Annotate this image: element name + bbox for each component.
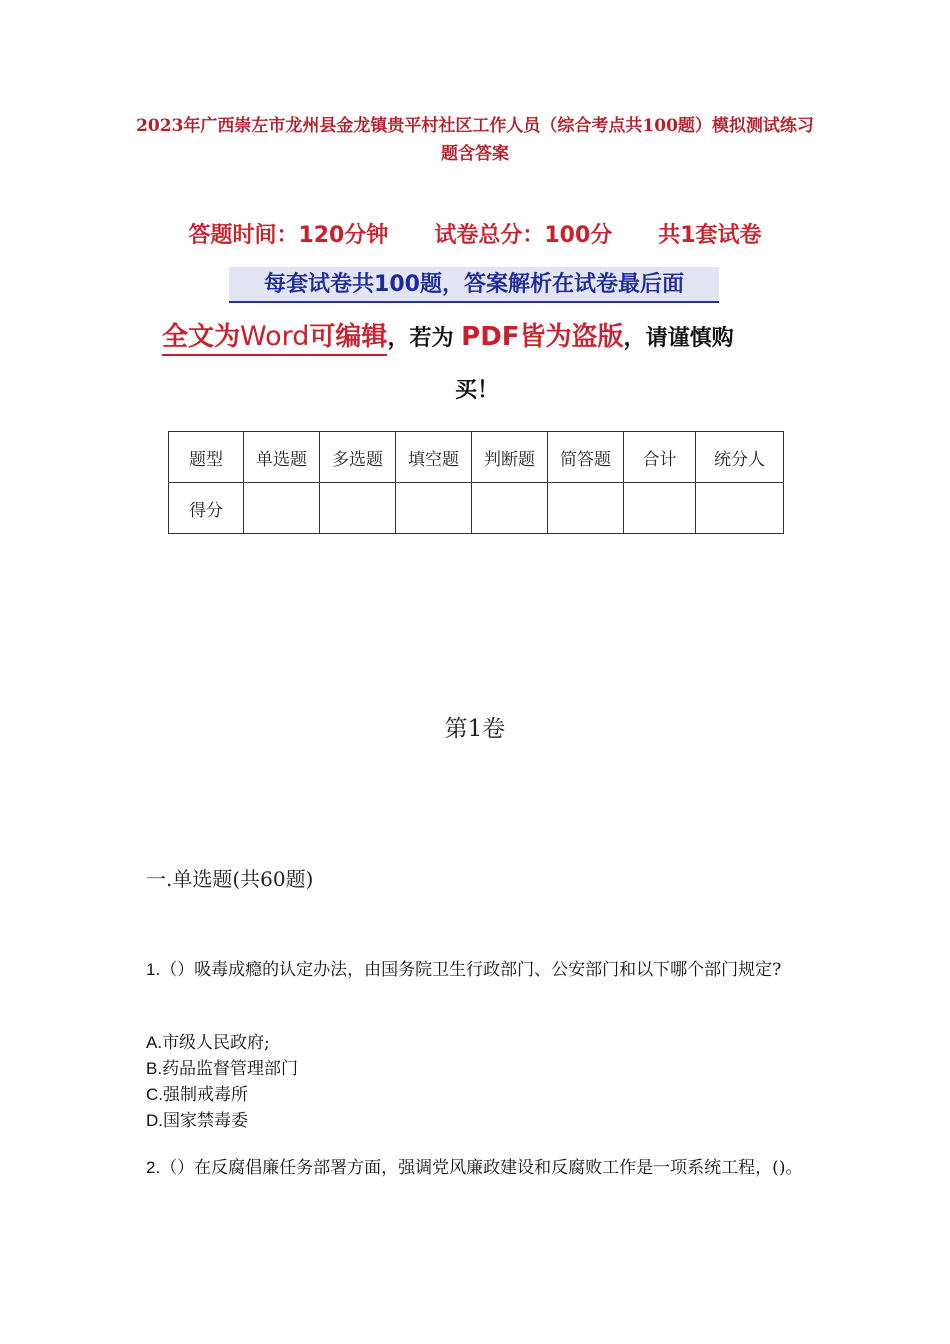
exam-set-count: 共1套试卷 bbox=[658, 223, 762, 248]
score-header-cell: 单选题 bbox=[244, 432, 320, 483]
question-number: 1. bbox=[146, 960, 161, 979]
score-cell[interactable] bbox=[472, 483, 548, 534]
score-table bbox=[168, 431, 784, 534]
option-c bbox=[146, 1082, 298, 1108]
option-letter: C. bbox=[146, 1085, 163, 1104]
option-text: 药品监督管理部门 bbox=[162, 1059, 299, 1079]
score-cell[interactable] bbox=[696, 483, 784, 534]
question-1-options bbox=[146, 1030, 298, 1134]
warning-text-2: 可编辑 bbox=[309, 322, 388, 352]
editable-note bbox=[162, 321, 388, 356]
warning-text-6: 买！ bbox=[454, 378, 499, 403]
warning-comma-2: ， bbox=[623, 326, 646, 351]
exam-info-line bbox=[0, 218, 950, 249]
warning-text-5: 请谨慎购 bbox=[645, 326, 734, 351]
question-text: （）在反腐倡廉任务部署方面，强调党风廉政建设和反腐败工作是一项系统工程，()。 bbox=[160, 1158, 803, 1178]
option-a bbox=[146, 1030, 298, 1056]
warning-comma-1: ， bbox=[387, 326, 410, 351]
option-text: 市级人民政府; bbox=[162, 1033, 270, 1053]
score-header-cell: 填空题 bbox=[396, 432, 472, 483]
option-text: 国家禁毒委 bbox=[163, 1111, 248, 1131]
score-cell[interactable] bbox=[320, 483, 396, 534]
score-header-cell: 判断题 bbox=[472, 432, 548, 483]
warning-text-3: 若为 bbox=[409, 326, 454, 351]
exam-total-score: 试卷总分：100分 bbox=[434, 223, 613, 248]
question-text: （）吸毒成瘾的认定办法，由国务院卫生行政部门、公安部门和以下哪个部门规定? bbox=[160, 960, 782, 980]
question-2 bbox=[146, 1155, 816, 1181]
page-title: 2023年广西崇左市龙州县金龙镇贵平村社区工作人员（综合考点共100题）模拟测试练习题含答案 bbox=[136, 116, 814, 164]
volume-heading: 第1卷 bbox=[444, 716, 506, 742]
copyright-warning bbox=[162, 312, 792, 416]
section-heading-single-choice: 一.单选题(共60题) bbox=[146, 867, 314, 891]
score-row-label: 得分 bbox=[169, 483, 244, 534]
warning-text-1: 全文为 bbox=[162, 322, 241, 352]
option-letter: D. bbox=[146, 1111, 163, 1130]
option-letter: A. bbox=[146, 1033, 163, 1052]
exam-time: 答题时间：120分钟 bbox=[188, 223, 389, 248]
option-letter: B. bbox=[146, 1059, 163, 1078]
score-cell[interactable] bbox=[548, 483, 624, 534]
warning-piracy: PDF皆为盗版 bbox=[461, 322, 624, 352]
option-d bbox=[146, 1108, 298, 1134]
score-header-cell: 简答题 bbox=[548, 432, 624, 483]
score-header-cell: 多选题 bbox=[320, 432, 396, 483]
answer-note-banner: 每套试卷共100题，答案解析在试卷最后面 bbox=[229, 267, 719, 303]
score-table-header-row bbox=[169, 432, 784, 483]
score-cell[interactable] bbox=[244, 483, 320, 534]
option-text: 强制戒毒所 bbox=[163, 1085, 248, 1105]
score-cell[interactable] bbox=[396, 483, 472, 534]
score-header-cell: 统分人 bbox=[696, 432, 784, 483]
score-table-score-row bbox=[169, 483, 784, 534]
warning-word: Word bbox=[240, 321, 310, 352]
score-header-cell: 合计 bbox=[624, 432, 696, 483]
score-header-cell: 题型 bbox=[169, 432, 244, 483]
option-b bbox=[146, 1056, 298, 1082]
question-1 bbox=[146, 957, 816, 983]
score-cell[interactable] bbox=[624, 483, 696, 534]
question-number: 2. bbox=[146, 1158, 161, 1177]
